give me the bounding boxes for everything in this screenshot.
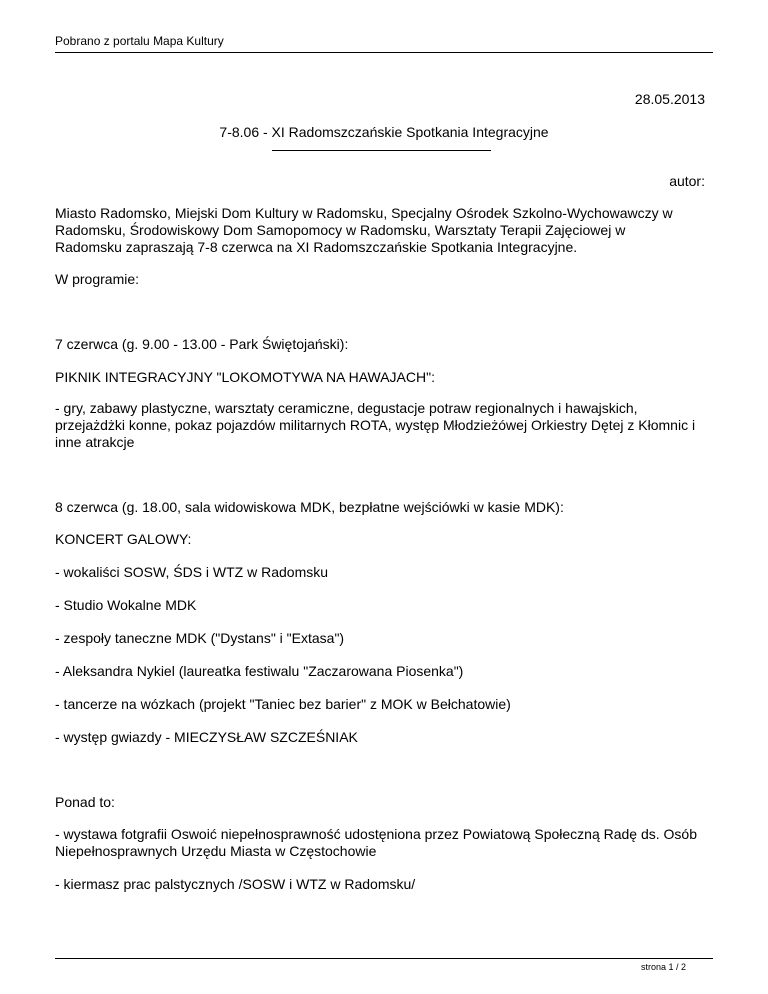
- list-item: - wystawa fotgrafii Oswoić niepełnosprawność udostęniona przez Powiatową Społeczną Radę ds. Osób Niepełnosprawnych Urzędu Miasta w Częstochowie: [55, 826, 698, 859]
- title-underline: [272, 150, 491, 151]
- article-date: 28.05.2013: [634, 91, 705, 107]
- list-item: - zespoły taneczne MDK ("Dystans" i "Extasa"): [55, 630, 345, 646]
- day1-heading: 7 czerwca (g. 9.00 - 13.00 - Park Świętojański):: [55, 336, 349, 352]
- day2-heading: 8 czerwca (g. 18.00, sala widowiskowa MDK, bezpłatne wejściówki w kasie MDK):: [55, 499, 564, 515]
- besides-heading: Ponad to:: [55, 794, 115, 810]
- header-divider: [55, 52, 713, 53]
- list-item: - wokaliści SOSW, ŚDS i WTZ w Radomsku: [55, 564, 329, 580]
- page-number: strona 1 / 2: [640, 962, 686, 972]
- article-title: 7-8.06 - XI Radomszczańskie Spotkania Integracyjne: [219, 124, 549, 140]
- author-label: autor:: [669, 173, 705, 189]
- picnic-title: PIKNIK INTEGRACYJNY "LOKOMOTYWA NA HAWAJACH":: [55, 369, 435, 385]
- page-header-source: Pobrano z portalu Mapa Kultury: [55, 34, 224, 48]
- concert-title: KONCERT GALOWY:: [55, 531, 192, 547]
- list-item: - Studio Wokalne MDK: [55, 597, 197, 613]
- picnic-description: - gry, zabawy plastyczne, warsztaty ceramiczne, degustacje potraw regionalnych i hawajskich, przejażdżki konne, pokaz pojazdów militarnych ROTA, występ Młodzieżówej Orkiestry Dętej z Kłomnic i inne atrakcje: [55, 400, 696, 450]
- list-item: - występ gwiazdy - MIECZYSŁAW SZCZEŚNIAK: [55, 729, 358, 745]
- list-item: - kiermasz prac palstycznych /SOSW i WTZ w Radomsku/: [55, 876, 416, 892]
- intro-paragraph: Miasto Radomsko, Miejski Dom Kultury w Radomsku, Specjalny Ośrodek Szkolno-Wychowawczy w Radomsku, Środowiskowy Dom Samopomocy w Radomsku, Warsztaty Terapii Zajęciowej w Radomsku zapraszają 7-8 czerwca na XI Radomszczańskie Spotkania Integracyjne.: [55, 205, 673, 255]
- program-heading: W programie:: [55, 271, 140, 287]
- footer-divider: [55, 958, 713, 959]
- list-item: - tancerze na wózkach (projekt "Taniec bez barier" z MOK w Bełchatowie): [55, 696, 511, 712]
- list-item: - Aleksandra Nykiel (laureatka festiwalu "Zaczarowana Piosenka"): [55, 663, 464, 679]
